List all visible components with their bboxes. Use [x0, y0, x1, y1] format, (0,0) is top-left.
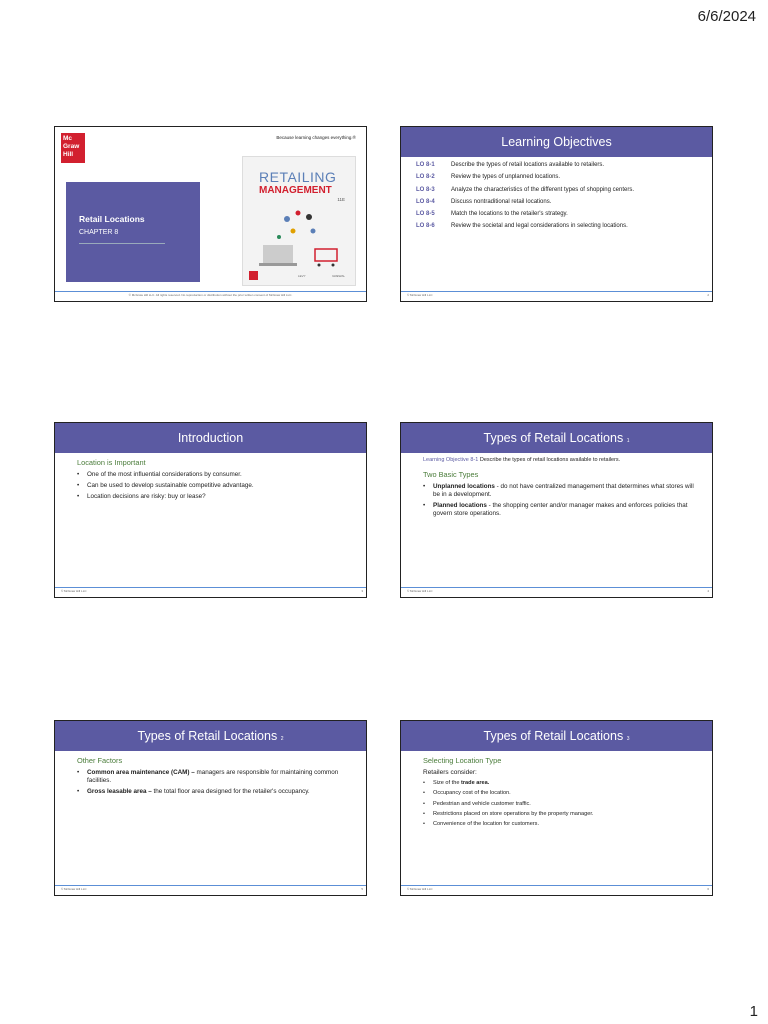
book-cover-image [242, 156, 356, 286]
slide-header: Introduction [55, 423, 366, 453]
term: Common area maintenance (CAM) – [87, 768, 195, 776]
list-item [423, 502, 700, 518]
header-subscript: 1 [626, 438, 630, 444]
slide-header [55, 721, 366, 751]
footer-text: © McGraw Hill LLC [407, 293, 433, 297]
lo-label: Learning Objective 8-1 [423, 457, 479, 463]
slide-footer [401, 291, 712, 301]
lo-text: Review the societal and legal considerations in selecting locations. [451, 223, 628, 230]
cover-edition: 11E [337, 197, 345, 202]
cover-illustration [243, 157, 355, 285]
objectives-list [416, 162, 700, 236]
definition: - the shopping center and/or manager makes and enforces policies that govern store operations. [433, 502, 688, 518]
lo-code: LO 8-5 [416, 211, 435, 218]
list-item [423, 780, 700, 787]
list-item [416, 211, 700, 219]
tagline: Because learning changes everything.® [276, 135, 356, 140]
lo-text: Review the types of unplanned locations. [451, 174, 561, 181]
list-item [416, 199, 700, 207]
lo-text: Describe the types of retail locations available to retailers. [479, 457, 621, 463]
list-item: • Location decisions are risky: buy or lease? [77, 493, 354, 501]
cover-author-1: LEVY [298, 274, 306, 278]
slide-body [77, 458, 354, 504]
list-item: • One of the most influential considerations by consumer. [77, 471, 354, 479]
slide-body [423, 457, 700, 521]
slide-body [423, 756, 700, 831]
definition: - do not have centralized management that determines what stores will be in a development. [433, 482, 694, 498]
slide-subtitle: Two Basic Types [423, 470, 479, 480]
list-item: • Pedestrian and vehicle customer traffic. [423, 801, 700, 808]
list-item: • Occupancy cost of the location. [423, 790, 700, 797]
list-item [77, 769, 354, 785]
header-title: Types of Retail Locations [483, 431, 624, 445]
slide-types-1 [400, 422, 713, 598]
slide-number: 2 [707, 293, 709, 297]
list-item [77, 788, 354, 796]
slide-header: Learning Objectives [401, 127, 712, 157]
lo-code: LO 8-1 [416, 162, 435, 168]
slide-header [401, 423, 712, 453]
list-item [416, 223, 700, 231]
list-item [416, 187, 700, 195]
chapter-label: CHAPTER 8 [79, 229, 119, 236]
term: Planned locations [433, 502, 487, 510]
slide-number: 3 [361, 589, 363, 593]
lo-text: Discuss nontraditional retail locations. [451, 198, 552, 205]
header-subscript: 2 [280, 736, 284, 742]
mcgraw-hill-logo: Mc Graw Hill [61, 133, 85, 163]
page-number: 1 [749, 1003, 758, 1020]
lo-code: LO 8-4 [416, 198, 435, 205]
slide-footer [401, 885, 712, 895]
list-item [416, 174, 700, 182]
slide-number: 6 [707, 887, 709, 891]
list-item [423, 483, 700, 499]
slide-types-2 [54, 720, 367, 896]
slide-introduction [54, 422, 367, 598]
list-item: • Can be used to develop sustainable competitive advantage. [77, 482, 354, 490]
slide-subtitle: Other Factors [77, 756, 123, 765]
footer-text: © McGraw Hill LLC [61, 589, 87, 593]
header-title: Types of Retail Locations [137, 729, 278, 743]
header-subscript: 3 [626, 736, 630, 742]
slide-subtitle: Location is Important [77, 458, 146, 467]
definition: the total floor area designed for the retailer's occupancy. [151, 787, 310, 795]
slide-title [54, 126, 367, 302]
lo-text: Analyze the characteristics of the different types of shopping centers. [451, 186, 634, 193]
slide-number: 4 [707, 589, 709, 593]
lo-text: Describe the types of retail locations available to retailers. [451, 162, 605, 168]
intro-text: Retailers consider: [423, 768, 477, 776]
slide-footer [55, 885, 366, 895]
slide-title-text: Retail Locations [79, 214, 145, 224]
term: Gross leasable area – [87, 787, 152, 795]
title-panel [66, 182, 200, 282]
slide-number: 5 [361, 887, 363, 891]
cover-publisher-logo [249, 271, 258, 280]
slide-footer [55, 291, 366, 301]
lo-text: Match the locations to the retailer's strategy. [451, 211, 568, 218]
list-item [416, 162, 700, 170]
footer-text: © McGraw Hill LLC. All rights reserved. No reproduction or distribution without the prior written consent of McGraw Hill LLC. [128, 293, 293, 297]
slide-body [77, 756, 354, 799]
slide-footer [401, 587, 712, 597]
cover-author-2: GREWAL [332, 274, 345, 278]
slide-header [401, 721, 712, 751]
cover-title-1: RETAILING [259, 169, 337, 185]
item-text: Size of the [433, 780, 461, 787]
footer-text: © McGraw Hill LLC [61, 887, 87, 891]
term: trade area. [461, 780, 490, 787]
print-date: 6/6/2024 [697, 8, 756, 25]
footer-text: © McGraw Hill LLC [407, 589, 433, 593]
slide-subtitle: Selecting Location Type [423, 756, 502, 765]
list-item: • Convenience of the location for customers. [423, 821, 700, 828]
slide-footer [55, 587, 366, 597]
lo-code: LO 8-6 [416, 223, 435, 230]
term: Unplanned locations [433, 482, 495, 490]
lo-code: LO 8-2 [416, 174, 435, 181]
header-title: Types of Retail Locations [483, 729, 624, 743]
list-item: • Restrictions placed on store operations by the property manager. [423, 811, 700, 818]
divider [79, 243, 165, 244]
definition: managers are responsible for maintaining common facilities. [87, 768, 339, 784]
lo-code: LO 8-3 [416, 186, 435, 193]
slide-types-3 [400, 720, 713, 896]
cover-title-2: MANAGEMENT [259, 185, 332, 196]
learning-objective-ref [423, 457, 700, 464]
footer-text: © McGraw Hill LLC [407, 887, 433, 891]
slide-learning-objectives [400, 126, 713, 302]
